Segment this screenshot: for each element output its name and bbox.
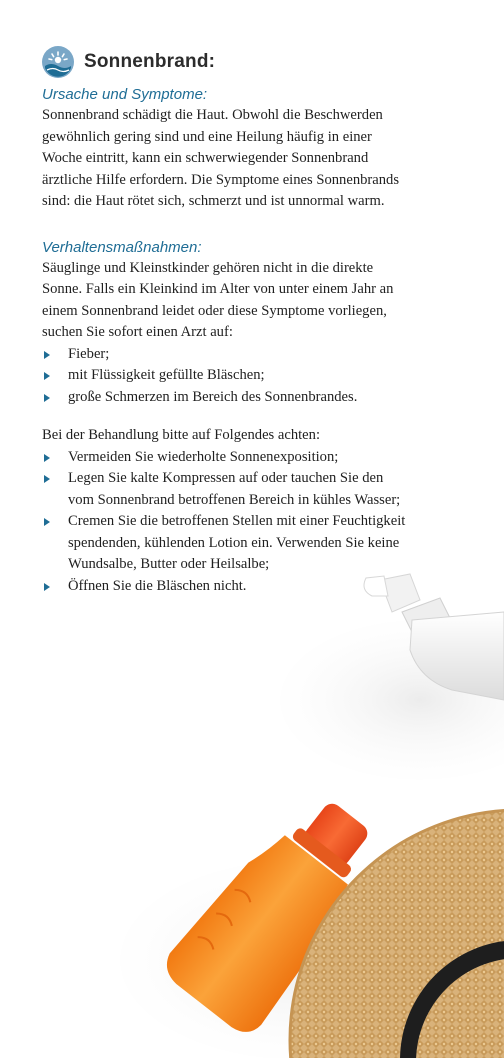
list-item: Legen Sie kalte Kompressen auf oder tauchen Sie den vom Sonnenbrand betroffenen Bereich in kühles Wasser; [42,468,472,511]
text-line: sind: die Haut rötet sich, schmerzt und ist unnormal warm. [42,193,385,209]
text-line: Sonnenbrand schädigt die Haut. Obwohl die Beschwerden [42,107,383,123]
list-item: große Schmerzen im Bereich des Sonnenbrandes. [42,387,472,409]
text-line: Sonne. Falls ein Kleinkind im Alter von unter einem Jahr an [42,281,394,297]
page-title: Sonnenbrand: [84,51,216,72]
list-item: Öffnen Sie die Bläschen nicht. [42,576,472,598]
text-line: ärztliche Hilfe erfordern. Die Symptome eines Sonnenbrands [42,171,400,188]
text-line: suchen Sie sofort einen Arzt auf: [42,324,233,340]
text-line: Woche eintritt, kann ein schwerwiegender Sonnenbrand [42,150,369,166]
list-item: Vermeiden Sie wiederholte Sonnenexposition; [42,447,472,469]
heading-cause: Ursache und Symptome: [42,86,208,103]
list-item: mit Flüssigkeit gefüllte Bläschen; [42,365,472,387]
list-item: Fieber; [42,344,472,366]
treatment-intro: Bei der Behandlung bitte auf Folgendes achten: [42,427,321,443]
list-item: Cremen Sie die betroffenen Stellen mit einer Feuchtigkeit spendenden, kühlenden Lotion ein. Verwenden Sie keine Wundsalbe, Butter oder Heilsalbe; [42,511,472,576]
heading-behaviour: Verhaltensmaßnahmen: [42,238,202,256]
text-line: einem Sonnenbrand leidet oder diese Symptome vorliegen, [42,302,387,319]
text-line: gewöhnlich gering sind und eine Heilung häufig in einer [42,128,372,145]
text-line: Säuglinge und Kleinstkinder gehören nicht in die direkte [42,259,374,276]
